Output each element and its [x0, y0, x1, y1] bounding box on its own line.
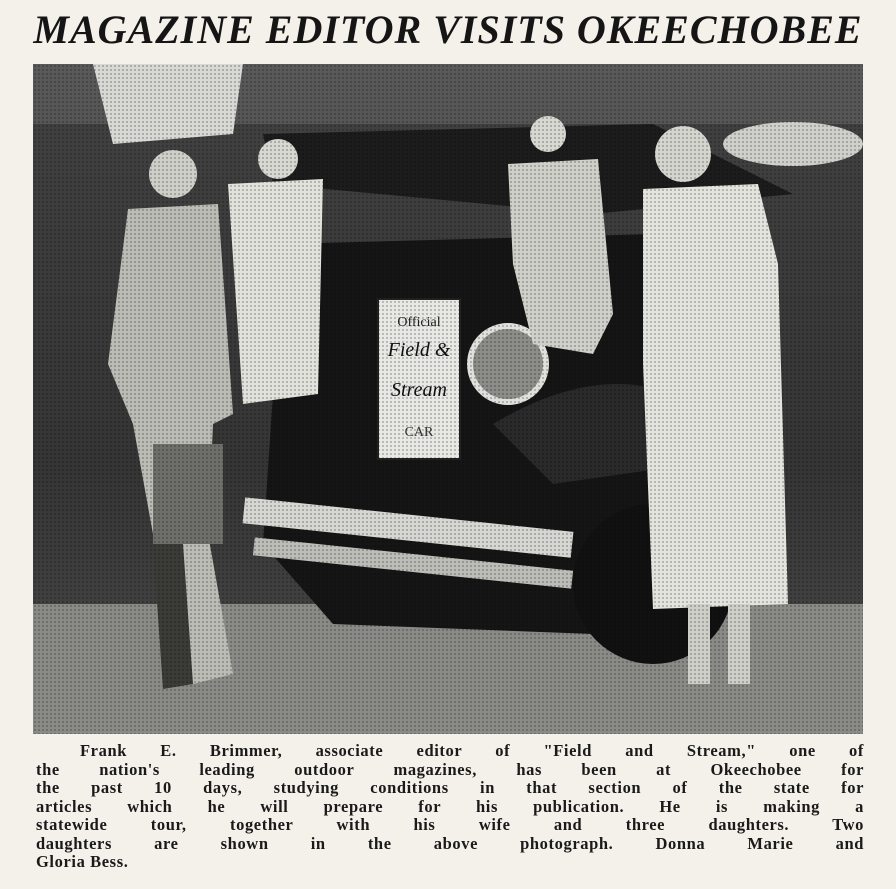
caption-line: statewide tour, together with his wife and three daughters. Two: [36, 815, 864, 834]
caption-line: daughters are shown in the above photograph. Donna Marie and: [36, 833, 864, 853]
caption-line: Frank E. Brimmer, associate editor of "Field and Stream," one of: [80, 741, 864, 760]
caption-line: articles which he will prepare for his publication. He is making a: [36, 796, 864, 816]
photo-caption: [36, 742, 864, 872]
caption-line: the past 10 days, studying conditions in that section of the state for: [36, 778, 864, 797]
headline: MAGAZINE EDITOR VISITS OKEECHOBEE: [33, 7, 863, 52]
caption-line: the nation's leading outdoor magazines, has been at Okeechobee for: [36, 759, 864, 779]
caption-line: Gloria Bess.: [36, 852, 129, 871]
photo-illustration: [33, 64, 863, 734]
news-photograph: [33, 64, 863, 734]
